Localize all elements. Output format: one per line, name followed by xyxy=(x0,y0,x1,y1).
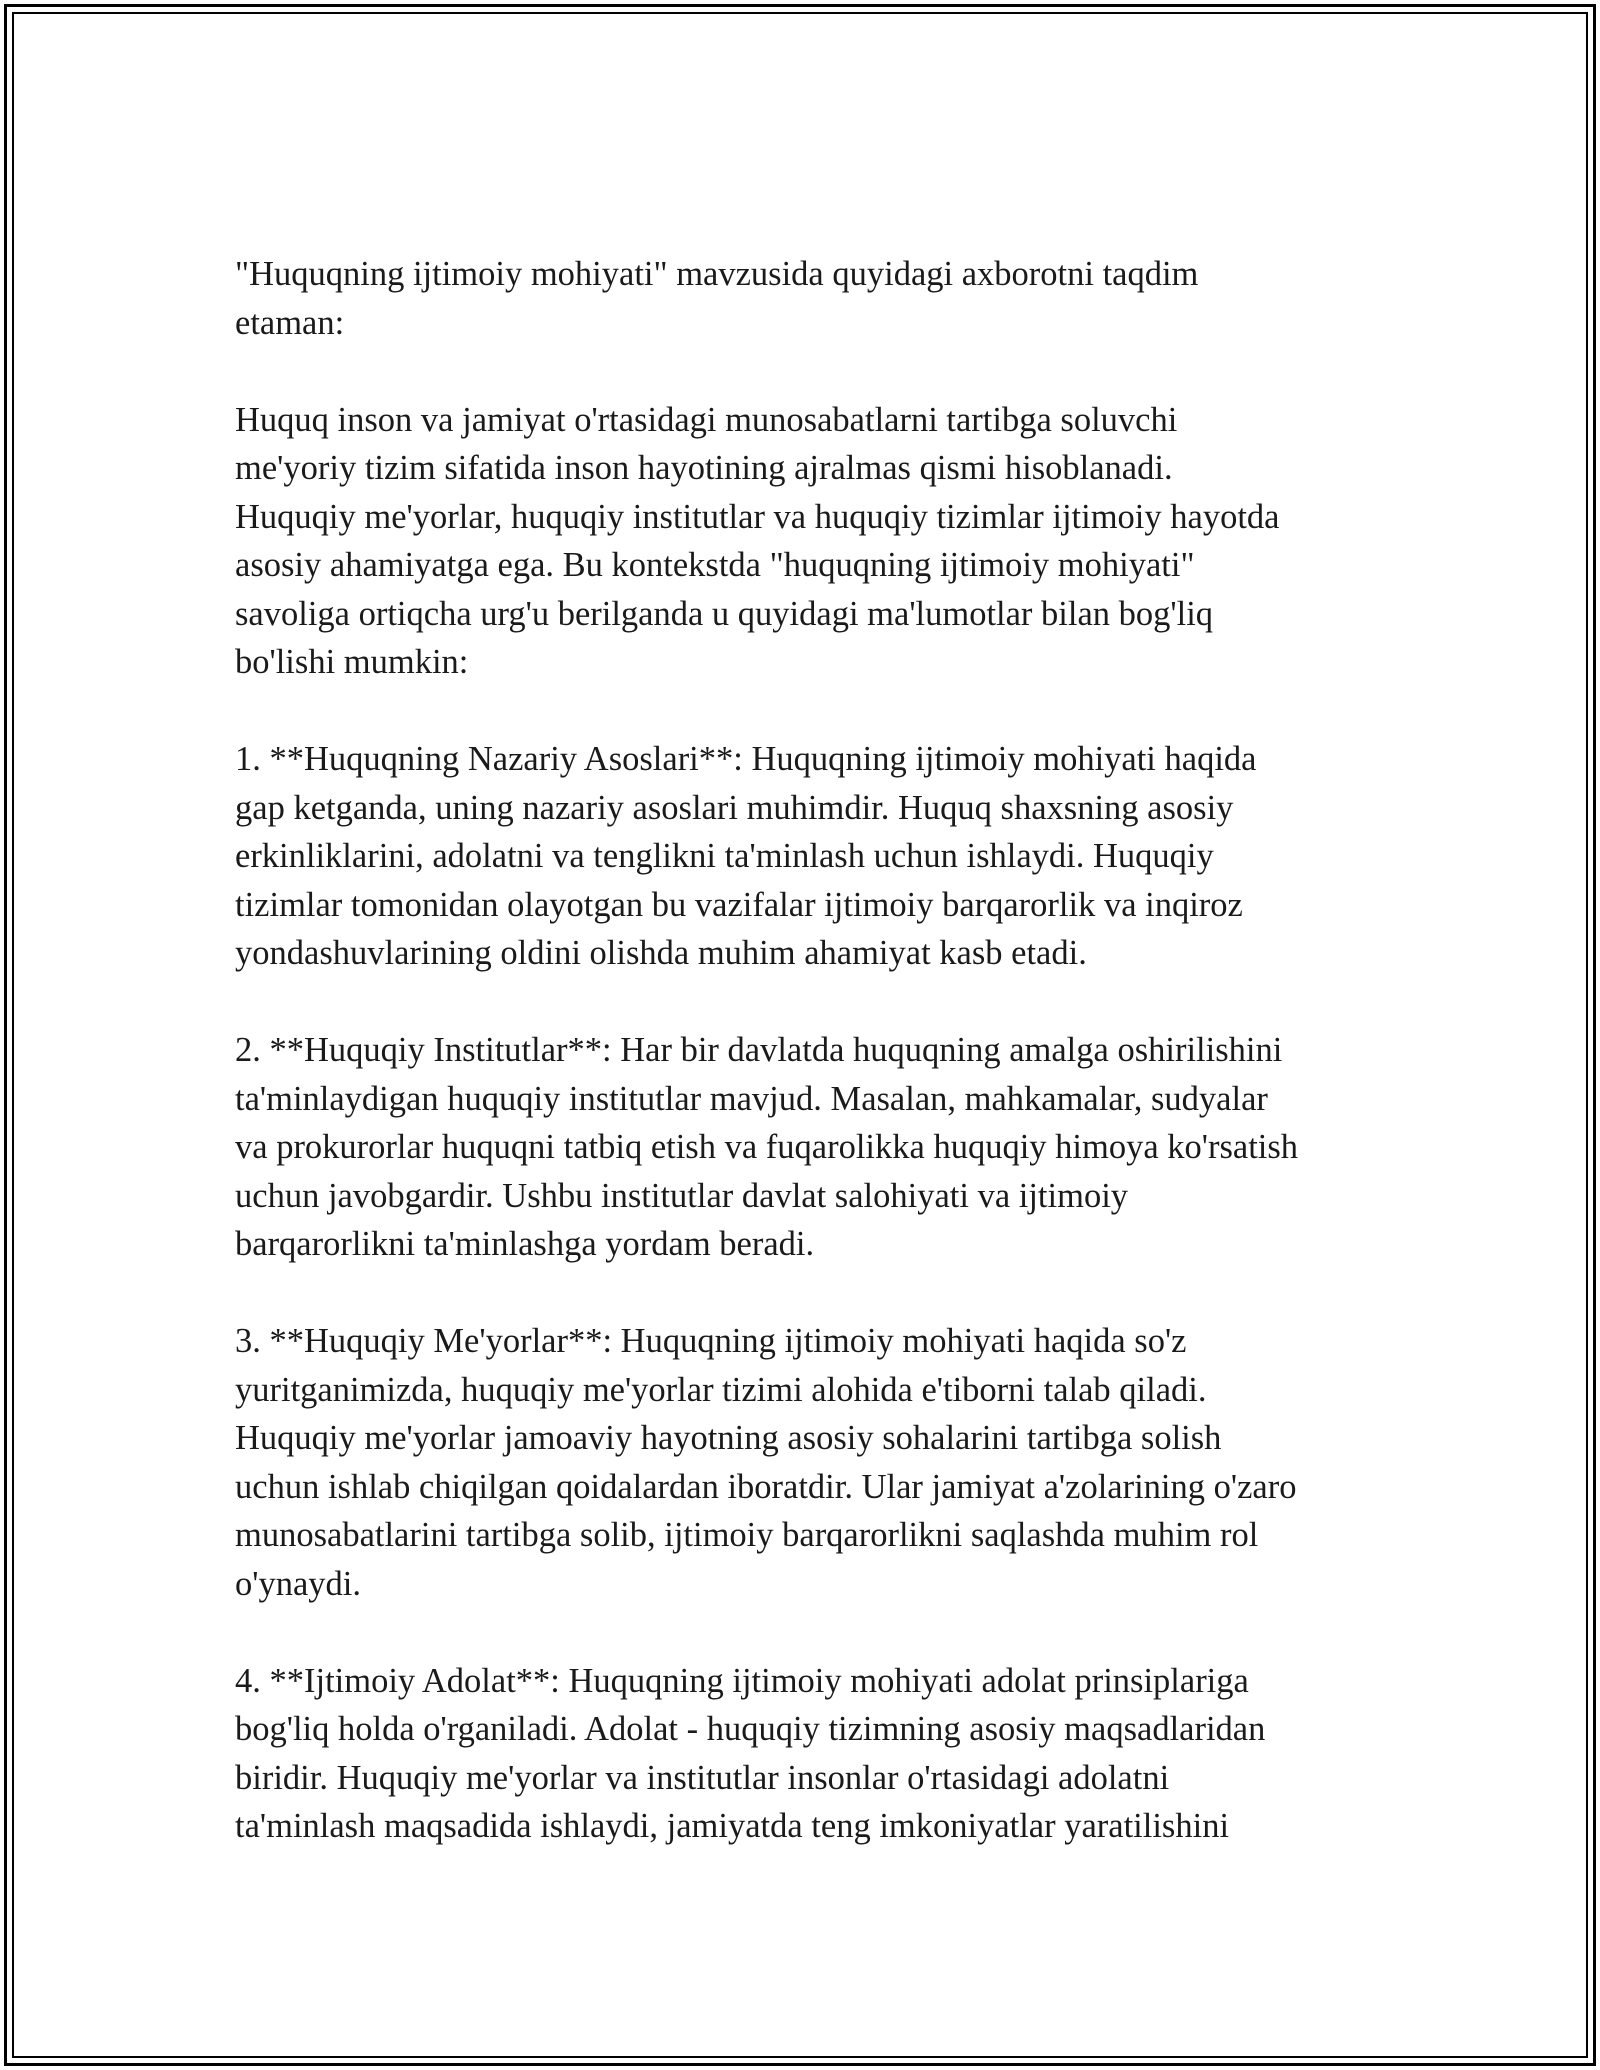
point-4-paragraph: 4. **Ijtimoiy Adolat**: Huquqning ijtimoiy mohiyati adolat prinsiplariga bog'liq holda o'rganiladi. Adolat - huquqiy tizimning asosiy maqsadlaridan biridir. Huquqiy me'yorlar va institutlar insonlar o'rtasidagi adolatni ta'minlash maqsadida ishlaydi, jamiyatda teng imkoniyatlar yaratilishini xyxy=(235,1661,1266,1845)
paragraph-spacer xyxy=(235,687,1375,736)
paragraph-spacer xyxy=(235,978,1375,1027)
paragraph-spacer xyxy=(235,347,1375,396)
document-body xyxy=(235,250,1375,1851)
paragraph-spacer xyxy=(235,1608,1375,1657)
point-1-paragraph: 1. **Huquqning Nazariy Asoslari**: Huquqning ijtimoiy mohiyati haqida gap ketganda, uning nazariy asoslari muhimdir. Huquq shaxsning asosiy erkinliklarini, adolatni va tenglikni ta'minlash uchun ishlaydi. Huquqiy tizimlar tomonidan olayotgan bu vazifalar ijtimoiy barqarorlik va inqiroz yondashuvlarining oldini olishda muhim ahamiyat kasb etadi. xyxy=(235,740,1257,972)
overview-paragraph: Huquq inson va jamiyat o'rtasidagi munosabatlarni tartibga soluvchi me'yoriy tizim sifatida inson hayotining ajralmas qismi hisoblanadi. Huquqiy me'yorlar, huquqiy institutlar va huquqiy tizimlar ijtimoiy hayotda asosiy ahamiyatga ega. Bu kontekstda "huquqning ijtimoiy mohiyati" savoliga ortiqcha urg'u berilganda u quyidagi ma'lumotlar bilan bog'liq bo'lishi mumkin: xyxy=(235,400,1280,681)
point-3-paragraph: 3. **Huquqiy Me'yorlar**: Huquqning ijtimoiy mohiyati haqida so'z yuritganimizda, huquqiy me'yorlar tizimi alohida e'tiborni talab qiladi. Huquqiy me'yorlar jamoaviy hayotning asosiy sohalarini tartibga solish uchun ishlab chiqilgan qoidalardan iboratdir. Ular jamiyat a'zolarining o'zaro munosabatlarini tartibga solib, ijtimoiy barqarorlikni saqlashda muhim rol o'ynaydi. xyxy=(235,1322,1297,1603)
paragraph-spacer xyxy=(235,1269,1375,1318)
point-2-paragraph: 2. **Huquqiy Institutlar**: Har bir davlatda huquqning amalga oshirilishini ta'minlaydigan huquqiy institutlar mavjud. Masalan, mahkamalar, sudyalar va prokurorlar huquqni tatbiq etish va fuqarolikka huquqiy himoya ko'rsatish uchun javobgardir. Ushbu institutlar davlat salohiyati va ijtimoiy barqarorlikni ta'minlashga yordam beradi. xyxy=(235,1031,1299,1263)
intro-paragraph: "Huquqning ijtimoiy mohiyati" mavzusida quyidagi axborotni taqdim etaman: xyxy=(235,255,1199,342)
